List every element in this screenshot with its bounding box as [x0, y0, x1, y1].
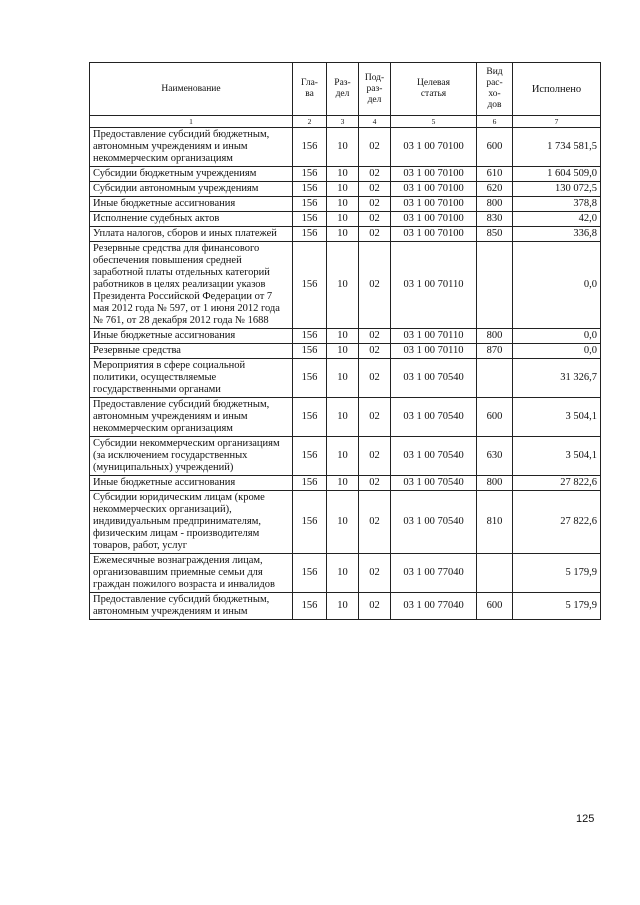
row-amount: 5 179,9 [513, 554, 601, 593]
row-name: Уплата налогов, сборов и иных платежей [90, 227, 293, 242]
row-article: 03 1 00 70100 [391, 212, 477, 227]
col-header-razdel: Раз- дел [327, 63, 359, 116]
row-article: 03 1 00 70100 [391, 227, 477, 242]
table-row [90, 554, 601, 593]
row-podrazdel: 02 [359, 197, 391, 212]
row-razdel: 10 [327, 227, 359, 242]
row-amount: 27 822,6 [513, 476, 601, 491]
row-razdel: 10 [327, 197, 359, 212]
row-article: 03 1 00 70540 [391, 437, 477, 476]
row-podrazdel: 02 [359, 398, 391, 437]
row-amount: 5 179,9 [513, 593, 601, 620]
row-glava: 156 [293, 227, 327, 242]
row-amount: 130 072,5 [513, 182, 601, 197]
row-name: Исполнение судебных актов [90, 212, 293, 227]
table-header-row [90, 63, 601, 116]
row-vid: 830 [477, 212, 513, 227]
row-vid [477, 359, 513, 398]
table-row [90, 437, 601, 476]
row-amount: 1 734 581,5 [513, 128, 601, 167]
row-article: 03 1 00 70110 [391, 242, 477, 329]
column-number: 3 [327, 116, 359, 128]
row-podrazdel: 02 [359, 227, 391, 242]
table-row [90, 182, 601, 197]
row-vid: 600 [477, 128, 513, 167]
row-amount: 42,0 [513, 212, 601, 227]
row-podrazdel: 02 [359, 182, 391, 197]
row-podrazdel: 02 [359, 437, 391, 476]
row-razdel: 10 [327, 398, 359, 437]
column-number: 7 [513, 116, 601, 128]
row-podrazdel: 02 [359, 359, 391, 398]
row-article: 03 1 00 70100 [391, 182, 477, 197]
table-row [90, 491, 601, 554]
row-podrazdel: 02 [359, 167, 391, 182]
row-vid: 810 [477, 491, 513, 554]
row-name: Иные бюджетные ассигнования [90, 476, 293, 491]
row-glava: 156 [293, 554, 327, 593]
row-podrazdel: 02 [359, 491, 391, 554]
row-razdel: 10 [327, 476, 359, 491]
row-amount: 0,0 [513, 344, 601, 359]
row-razdel: 10 [327, 242, 359, 329]
row-amount: 1 604 509,0 [513, 167, 601, 182]
row-amount: 336,8 [513, 227, 601, 242]
row-name: Субсидии автономным учреждениям [90, 182, 293, 197]
row-amount: 27 822,6 [513, 491, 601, 554]
row-vid: 800 [477, 329, 513, 344]
row-name: Иные бюджетные ассигнования [90, 329, 293, 344]
table-row [90, 344, 601, 359]
col-header-article: Целевая статья [391, 63, 477, 116]
row-name: Резервные средства для финансового обеспечения повышения средней заработной платы отдельных категорий работников в целях реализации указов Президента Российской Федерации от 7 мая 2012 года № 597, от 1 июня 2012 года № 761, от 28 декабря 2012 года № 1688 [90, 242, 293, 329]
table-row [90, 329, 601, 344]
column-numbers-row [90, 116, 601, 128]
row-name: Предоставление субсидий бюджетным, автономным учреждениям и иным некоммерческим организациям [90, 398, 293, 437]
col-header-glava: Гла- ва [293, 63, 327, 116]
row-article: 03 1 00 70540 [391, 491, 477, 554]
col-header-executed: Исполнено [513, 63, 601, 116]
row-podrazdel: 02 [359, 212, 391, 227]
row-glava: 156 [293, 491, 327, 554]
row-glava: 156 [293, 128, 327, 167]
row-glava: 156 [293, 167, 327, 182]
table-row [90, 212, 601, 227]
row-glava: 156 [293, 197, 327, 212]
col-header-name: Наименование [90, 63, 293, 116]
row-vid: 630 [477, 437, 513, 476]
row-vid: 610 [477, 167, 513, 182]
column-number: 2 [293, 116, 327, 128]
row-glava: 156 [293, 593, 327, 620]
row-article: 03 1 00 77040 [391, 554, 477, 593]
row-vid: 600 [477, 398, 513, 437]
row-name: Предоставление субсидий бюджетным, автономным учреждениям и иным некоммерческим организациям [90, 128, 293, 167]
table-row [90, 476, 601, 491]
row-glava: 156 [293, 242, 327, 329]
row-vid: 620 [477, 182, 513, 197]
row-article: 03 1 00 70100 [391, 197, 477, 212]
row-article: 03 1 00 70100 [391, 128, 477, 167]
row-name: Иные бюджетные ассигнования [90, 197, 293, 212]
row-name: Мероприятия в сфере социальной политики, осуществляемые государственными органами [90, 359, 293, 398]
table-row [90, 227, 601, 242]
table-row [90, 197, 601, 212]
table-row [90, 398, 601, 437]
row-razdel: 10 [327, 593, 359, 620]
row-article: 03 1 00 70100 [391, 167, 477, 182]
row-name: Субсидии некоммерческим организациям (за исключением государственных (муниципальных) учреждений) [90, 437, 293, 476]
col-header-vid: Вид рас- хо- дов [477, 63, 513, 116]
row-razdel: 10 [327, 128, 359, 167]
row-glava: 156 [293, 398, 327, 437]
row-razdel: 10 [327, 554, 359, 593]
table-row [90, 242, 601, 329]
row-glava: 156 [293, 344, 327, 359]
col-header-podrazdel: Под- раз- дел [359, 63, 391, 116]
row-amount: 31 326,7 [513, 359, 601, 398]
column-number: 4 [359, 116, 391, 128]
row-vid: 800 [477, 476, 513, 491]
row-razdel: 10 [327, 329, 359, 344]
row-glava: 156 [293, 359, 327, 398]
row-name: Субсидии юридическим лицам (кроме некоммерческих организаций), индивидуальным предпринимателям, физическим лицам - производителям товаров, работ, услуг [90, 491, 293, 554]
row-glava: 156 [293, 329, 327, 344]
row-article: 03 1 00 70540 [391, 398, 477, 437]
row-podrazdel: 02 [359, 476, 391, 491]
row-article: 03 1 00 70110 [391, 329, 477, 344]
row-amount: 3 504,1 [513, 437, 601, 476]
column-number: 1 [90, 116, 293, 128]
row-amount: 378,8 [513, 197, 601, 212]
budget-table [89, 62, 601, 620]
row-name: Предоставление субсидий бюджетным, автономным учреждениям и иным [90, 593, 293, 620]
row-name: Субсидии бюджетным учреждениям [90, 167, 293, 182]
row-podrazdel: 02 [359, 242, 391, 329]
row-vid [477, 554, 513, 593]
table-row [90, 359, 601, 398]
row-article: 03 1 00 70540 [391, 476, 477, 491]
column-number: 5 [391, 116, 477, 128]
row-razdel: 10 [327, 182, 359, 197]
row-podrazdel: 02 [359, 554, 391, 593]
row-razdel: 10 [327, 491, 359, 554]
row-vid [477, 242, 513, 329]
table-row [90, 167, 601, 182]
row-podrazdel: 02 [359, 344, 391, 359]
row-name: Резервные средства [90, 344, 293, 359]
row-razdel: 10 [327, 212, 359, 227]
row-article: 03 1 00 70110 [391, 344, 477, 359]
row-razdel: 10 [327, 344, 359, 359]
row-razdel: 10 [327, 167, 359, 182]
row-article: 03 1 00 70540 [391, 359, 477, 398]
row-article: 03 1 00 77040 [391, 593, 477, 620]
row-amount: 0,0 [513, 242, 601, 329]
row-name: Ежемесячные вознаграждения лицам, организовавшим приемные семьи для граждан пожилого возраста и инвалидов [90, 554, 293, 593]
row-vid: 800 [477, 197, 513, 212]
row-vid: 600 [477, 593, 513, 620]
row-razdel: 10 [327, 359, 359, 398]
row-amount: 3 504,1 [513, 398, 601, 437]
row-glava: 156 [293, 182, 327, 197]
row-glava: 156 [293, 476, 327, 491]
table-row [90, 128, 601, 167]
row-amount: 0,0 [513, 329, 601, 344]
row-razdel: 10 [327, 437, 359, 476]
column-number: 6 [477, 116, 513, 128]
page-number: 125 [576, 813, 595, 825]
row-glava: 156 [293, 212, 327, 227]
row-podrazdel: 02 [359, 128, 391, 167]
row-vid: 850 [477, 227, 513, 242]
row-glava: 156 [293, 437, 327, 476]
row-podrazdel: 02 [359, 329, 391, 344]
row-podrazdel: 02 [359, 593, 391, 620]
row-vid: 870 [477, 344, 513, 359]
table-row [90, 593, 601, 620]
